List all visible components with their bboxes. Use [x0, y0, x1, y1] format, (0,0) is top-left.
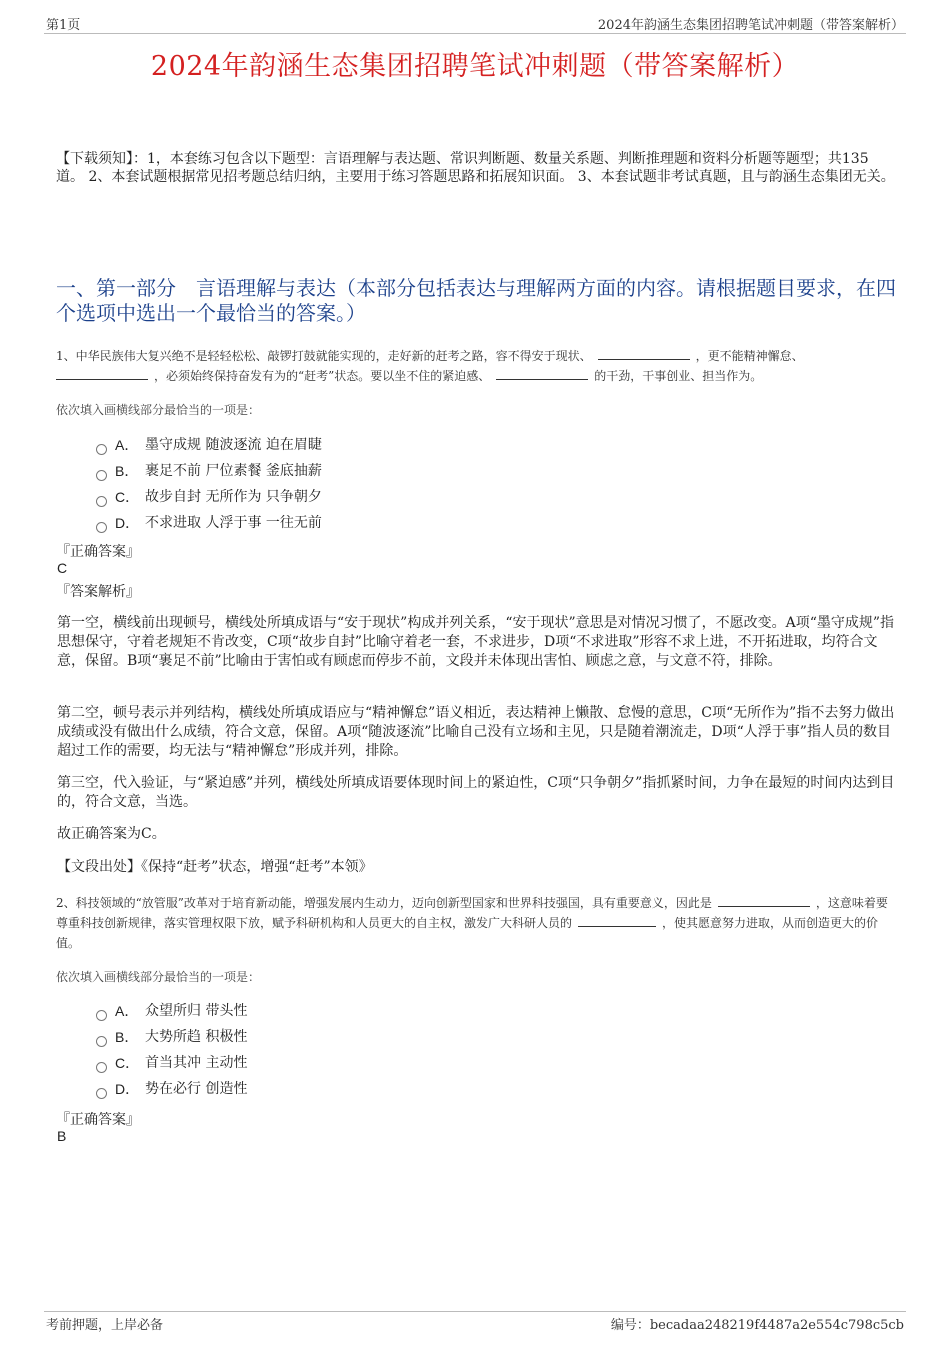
radio-icon[interactable] [96, 1010, 107, 1021]
option-a[interactable] [96, 998, 247, 1024]
answer-label: 『正确答案』 [56, 1112, 140, 1128]
q1-text-c: ，必须始终保持奋发有为的“赶考”状态。要以坐不住的紧迫感、 [154, 369, 491, 383]
footer-divider [44, 1311, 906, 1312]
q2-text-b: ，这意味着要尊重科技创新规律，落实管理权限下放，赋予科研机构和人员更大的自主权，激发广大科研人员的 [56, 896, 888, 930]
source-citation: 【文段出处】《保持“赶考”状态，增强“赶考”本领》 [57, 859, 373, 875]
option-b[interactable] [96, 458, 322, 484]
option-text: 大势所趋 积极性 [145, 1029, 248, 1045]
blank [56, 367, 148, 380]
footer-serial: 编号：becadaa248219f4487a2e554c798c5cb [610, 1318, 904, 1333]
analysis-conclusion: 故正确答案为C。 [57, 826, 166, 842]
section-heading: 一、第一部分 言语理解与表达（本部分包括表达与理解两方面的内容。请根据题目要求，在四个选项中选出一个最恰当的答案。） [56, 276, 896, 325]
option-text: 众望所归 带头性 [145, 1003, 248, 1019]
option-d[interactable] [96, 510, 322, 536]
page-title: 2024年韵涵生态集团招聘笔试冲刺题（带答案解析） [150, 51, 800, 82]
analysis-label: 『答案解析』 [56, 584, 140, 600]
radio-icon[interactable] [96, 1062, 107, 1073]
blank [496, 367, 588, 380]
correct-answer: B [57, 1128, 67, 1144]
radio-icon[interactable] [96, 496, 107, 507]
question-1-prompt: 依次填入画横线部分最恰当的一项是： [56, 403, 261, 417]
radio-icon[interactable] [96, 444, 107, 455]
q2-text-c: ，使其愿意努力进取，从而创造更大的价值。 [56, 916, 879, 950]
option-text: 故步自封 无所作为 只争朝夕 [145, 489, 322, 505]
option-b[interactable] [96, 1024, 247, 1050]
radio-icon[interactable] [96, 1088, 107, 1099]
option-key: C． [115, 1055, 140, 1071]
option-text: 不求进取 人浮于事 一往无前 [145, 515, 322, 531]
radio-icon[interactable] [96, 522, 107, 533]
option-key: A． [115, 437, 139, 453]
analysis-paragraph: 第一空，横线前出现顿号，横线处所填成语与“安于现状”构成并列关系，“安于现状”意思是对情况习惯了，不愿改变。A项“墨守成规”指思想保守，守着老规矩不肯改变，C项“故步自封”比喻守着老一套，不求进步，D项“不求进取”形容不求上进，不开拓进取，均符合文意，保留。B项“裹足不前”比喻由于害怕或有顾虑而停步不前，文段并未体现出害怕、顾虑之意，与文意不符，排除。 [57, 615, 895, 669]
question-2-prompt: 依次填入画横线部分最恰当的一项是： [56, 970, 261, 984]
footer-slogan: 考前押题，上岸必备 [46, 1318, 164, 1333]
question-1-options [96, 432, 322, 536]
option-d[interactable] [96, 1076, 247, 1102]
question-2-stem [56, 893, 898, 953]
option-key: A． [115, 1003, 139, 1019]
radio-icon[interactable] [96, 1036, 107, 1047]
option-a[interactable] [96, 432, 322, 458]
header-doc-title: 2024年韵涵生态集团招聘笔试冲刺题（带答案解析） [597, 18, 904, 33]
q1-text-a: 1、中华民族伟大复兴绝不是轻轻松松、敲锣打鼓就能实现的，走好新的赶考之路，容不得安于现状、 [56, 349, 592, 363]
option-text: 势在必行 创造性 [145, 1081, 248, 1097]
option-key: B． [115, 1029, 139, 1045]
radio-icon[interactable] [96, 470, 107, 481]
blank [718, 894, 810, 907]
q2-text-a: 2、科技领域的“放管服”改革对于培育新动能，增强发展内生动力，迈向创新型国家和世界科技强国，具有重要意义，因此是 [56, 896, 712, 910]
page-number: 第1页 [46, 18, 81, 33]
option-text: 墨守成规 随波逐流 迫在眉睫 [145, 437, 322, 453]
analysis-paragraph: 第二空，顿号表示并列结构，横线处所填成语应与“精神懈怠”语义相近，表达精神上懒散、怠慢的意思，C项“无所作为”指不去努力做出成绩或没有做出什么成绩，符合文意，保留。A项“随波逐流”比喻自己没有立场和主见，只是随着潮流走，D项“人浮于事”指人员的数目超过工作的需要，均无法与“精神懈怠”形成并列，排除。 [57, 705, 895, 759]
option-text: 裹足不前 尸位素餐 釜底抽薪 [145, 463, 322, 479]
q1-text-d: 的干劲，干事创业、担当作为。 [594, 369, 763, 383]
header-divider [44, 33, 906, 34]
option-key: D． [115, 1081, 140, 1097]
option-key: D． [115, 515, 140, 531]
correct-answer: C [57, 560, 68, 576]
question-2-options [96, 998, 247, 1102]
question-1-stem [56, 346, 898, 386]
option-c[interactable] [96, 1050, 247, 1076]
option-key: C． [115, 489, 140, 505]
analysis-paragraph: 第三空，代入验证，与“紧迫感”并列，横线处所填成语要体现时间上的紧迫性，C项“只争朝夕”指抓紧时间，力争在最短的时间内达到目的，符合文意，当选。 [57, 775, 895, 810]
blank [598, 347, 690, 360]
option-text: 首当其冲 主动性 [145, 1055, 248, 1071]
download-notice: 【下载须知】：1，本套练习包含以下题型：言语理解与表达题、常识判断题、数量关系题、判断推理题和资料分析题等题型；共135道。 2、本套试题根据常见招考题总结归纳，主要用于练习答题思路和拓展知识面。 3、本套试题非考试真题，且与韵涵生态集团无关。 [56, 151, 895, 185]
answer-label: 『正确答案』 [56, 544, 140, 560]
blank [578, 914, 656, 927]
option-key: B． [115, 463, 139, 479]
option-c[interactable] [96, 484, 322, 510]
q1-text-b: ，更不能精神懈怠、 [695, 349, 804, 363]
